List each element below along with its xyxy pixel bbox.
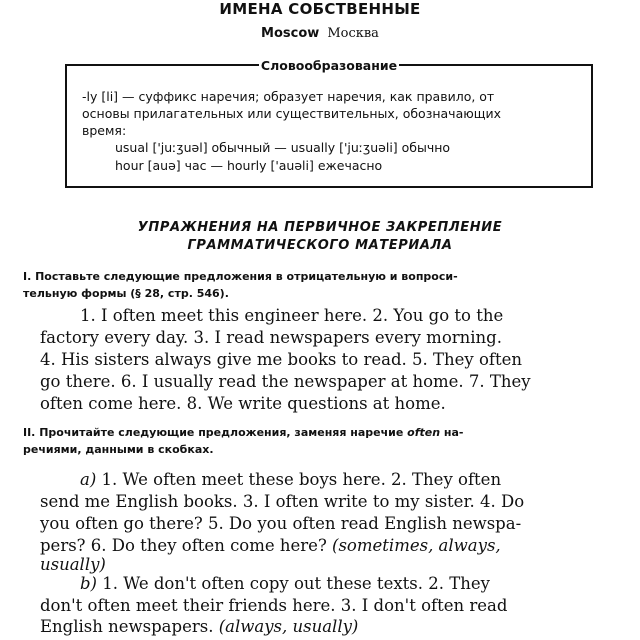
part-b-label: b) [80, 574, 97, 593]
proper-name-example [0, 26, 640, 41]
suffix-example-usual: usual ['juːʒuəl] обычный — usually ['juːʒuəli] обычно [115, 140, 451, 155]
word-formation-box [65, 58, 593, 188]
task-line: I. Поставьте следующие предложения в отрицательную и вопроси- [23, 270, 458, 283]
exercise2b-line: b) 1. We don't often copy out these texts. 2. They [80, 574, 490, 593]
suffix-rule [82, 88, 582, 139]
part-a-label: a) [80, 470, 97, 489]
exercises-heading-line2: ГРАММАТИЧЕСКОГО МАТЕРИАЛА [187, 238, 453, 253]
replacement-adverbs: (always, usually) [218, 617, 359, 636]
rule-line: основы прилагательных или существительных, обозначающих [82, 106, 502, 121]
example-russian: Москва [327, 26, 379, 41]
rule-line: -ly [li] — суффикс наречия; образует наречия, как правило, от [82, 89, 495, 104]
section-title: ИМЕНА СОБСТВЕННЫЕ [219, 0, 421, 18]
suffix-example-hour: hour [auə] час — hourly ['auəli] ежечасно [115, 158, 383, 173]
exercise2b-line: English newspapers. (always, usually) [40, 617, 359, 636]
rule-line: время: [82, 123, 127, 138]
exercise1-text-line: 4. His sisters always give me books to read. 5. They often [40, 350, 523, 369]
replacement-adverbs: usually) [40, 555, 106, 574]
example-english: Moscow [261, 26, 320, 41]
exercise1-text-line: factory every day. 3. I read newspapers every morning. [40, 328, 502, 347]
replacement-adverbs: (sometimes, always, [332, 536, 501, 555]
exercise1-text-line: go there. 6. I usually read the newspaper at home. 7. They [40, 372, 531, 391]
task-line: тельную формы (§ 28, стр. 546). [23, 287, 229, 300]
exercise2a-line: pers? 6. Do they often come here? (sometimes, always, [40, 536, 501, 555]
task-keyword-often: often [407, 426, 441, 439]
exercise2a-line: send me English books. 3. I often write to my sister. 4. Do [40, 492, 525, 511]
word-formation-title: Словообразование [260, 58, 398, 73]
exercise1-task [23, 268, 623, 302]
exercise2b-line: don't often meet their friends here. 3. I don't often read [40, 596, 508, 615]
exercise2a-line: a) 1. We often meet these boys here. 2. They often [80, 470, 502, 489]
exercise1-text-line: 1. I often meet this engineer here. 2. You go to the [80, 306, 504, 325]
exercises-heading-line1: УПРАЖНЕНИЯ НА ПЕРВИЧНОЕ ЗАКРЕПЛЕНИЕ [137, 220, 503, 235]
exercise1-text-line: often come here. 8. We write questions at home. [40, 394, 446, 413]
task-line: речиями, данными в скобках. [23, 443, 214, 456]
exercise2-task: II. Прочитайте следующие предложения, заменяя наречие often на- речиями, данными в скобках. [23, 424, 623, 458]
exercise2a-line: you often go there? 5. Do you often read English newspa- [40, 514, 522, 533]
